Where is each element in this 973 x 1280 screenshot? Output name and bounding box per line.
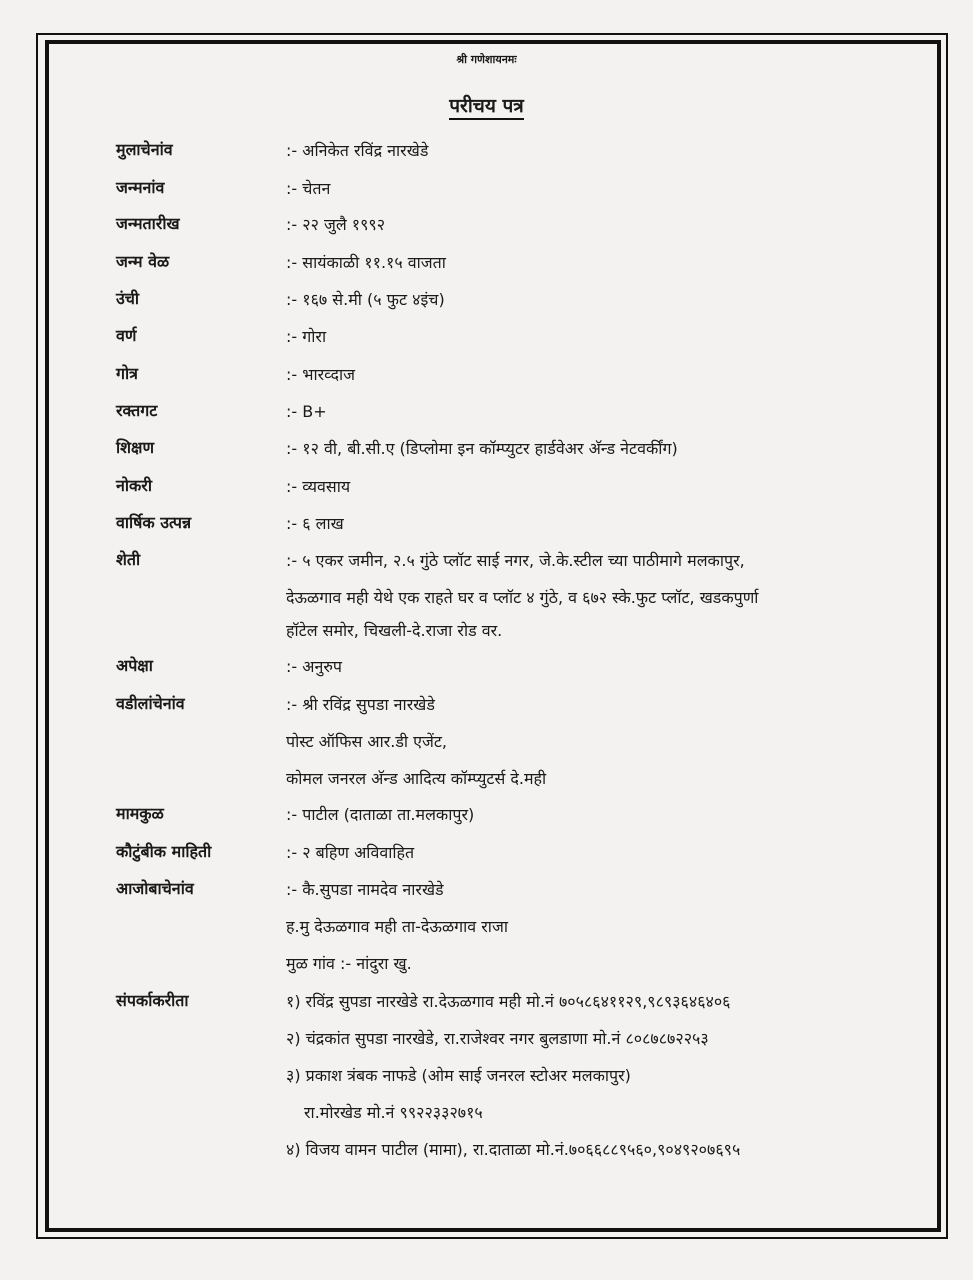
field-value-line: :- १६७ से.मी (५ फुट ४इंच): [286, 290, 445, 309]
field-label: मामकुळ: [116, 804, 164, 823]
field-value-line: १) रविंद्र सुपडा नारखेडे रा.देऊळगाव मही मो.नं ७०५८६४११२९,९८९३६४६४०६: [286, 992, 731, 1011]
field-value: [286, 654, 896, 691]
field-value: [286, 511, 896, 548]
field-value-line: कोमल जनरल अ‍ॅन्ड आदित्य कॉम्प्युटर्स दे.मही: [286, 769, 547, 788]
field-label: संपर्काकरीता: [116, 991, 189, 1010]
field-value: [286, 176, 896, 213]
field-value: [286, 436, 896, 473]
field-value-line: ३) प्रकाश त्रंबक नाफडे (ओम साई जनरल स्टोअर मलकापुर): [286, 1066, 631, 1085]
field-value: [286, 287, 896, 324]
field-label: वार्षिक उत्पन्न: [116, 513, 192, 532]
field-value: [286, 399, 896, 436]
field-value-line: :- कै.सुपडा नामदेव नारखेडे: [286, 880, 444, 899]
field-value-line: :- २ बहिण अविवाहित: [286, 843, 415, 862]
field-value-line: :- भारव्दाज: [286, 365, 355, 384]
page-title: [0, 92, 973, 118]
field-label: वर्ण: [116, 326, 137, 345]
field-label: नोकरी: [116, 476, 153, 495]
field-label: जन्मतारीख: [116, 214, 180, 233]
field-value-line: :- अनुरुप: [286, 657, 343, 676]
field-label: गोत्र: [116, 364, 138, 383]
field-label: मुलाचेनांव: [116, 140, 173, 159]
invocation-text: श्री गणेशायनमः: [456, 53, 517, 66]
field-value-line: हॉटेल समोर, चिखली-दे.राजा रोड वर.: [286, 621, 503, 640]
field-label: शिक्षण: [116, 438, 155, 457]
field-label: उंची: [116, 289, 140, 308]
field-label: कौटुंबीक माहिती: [116, 842, 212, 861]
field-value-line: रा.मोरखेड मो.नं ९९२२३३२७१५: [304, 1103, 483, 1122]
field-value-line: :- ६ लाख: [286, 514, 344, 533]
field-label: आजोबाचेनांव: [116, 879, 194, 898]
title-text: परीचय पत्र: [449, 95, 523, 120]
field-value-line: पोस्ट ऑफिस आर.डी एजेंट,: [286, 732, 447, 751]
field-value-line: :- अनिकेत रविंद्र नारखेडे: [286, 141, 429, 160]
field-value: [286, 138, 896, 175]
field-label: वडीलांचेनांव: [116, 694, 185, 713]
field-value: [286, 362, 896, 399]
field-value: [286, 877, 896, 988]
field-label: जन्मनांव: [116, 178, 165, 197]
field-value-line: :- सायंकाळी ११.१५ वाजता: [286, 253, 446, 272]
field-value-line: :- पाटील (दाताळा ता.मलकापुर): [286, 805, 475, 824]
field-value: [286, 250, 896, 287]
field-label: अपेक्षा: [116, 656, 153, 675]
field-value-line: :- २२ जुलै १९९२: [286, 215, 386, 234]
field-value-line: :- गोरा: [286, 327, 327, 346]
field-value-line: :- चेतन: [286, 179, 331, 198]
field-value: [286, 324, 896, 361]
field-value-line: :- श्री रविंद्र सुपडा नारखेडे: [286, 695, 435, 714]
field-label: जन्म वेळ: [116, 252, 170, 271]
field-label: रक्तगट: [116, 401, 158, 420]
field-label: शेती: [116, 550, 141, 569]
field-value-line: देऊळगाव मही येथे एक राहते घर व प्लॉट ४ गुंठे, व ६७२ स्के.फुट प्लॉट, खडकपुर्णा: [286, 588, 759, 607]
field-value: [286, 989, 896, 1174]
field-value-line: :- व्यवसाय: [286, 477, 351, 496]
field-value: [286, 692, 896, 803]
field-value-line: २) चंद्रकांत सुपडा नारखेडे, रा.राजेश्वर नगर बुलडाणा मो.नं ८०८७८७२२५३: [286, 1029, 709, 1048]
field-value-line: :- ५ एकर जमीन, २.५ गुंठे प्लॉट साई नगर, जे.के.स्टील च्या पाठीमागे मलकापुर,: [286, 551, 745, 570]
field-value: [286, 840, 896, 877]
field-value-line: :- १२ वी, बी.सी.ए (डिप्लोमा इन कॉम्प्युटर हार्डवेअर अ‍ॅन्ड नेटवर्कींग): [286, 439, 678, 458]
field-value: [286, 802, 896, 839]
field-value-line: ४) विजय वामन पाटील (मामा), रा.दाताळा मो.नं.७०६६८८९५६०,९०४९२०७६९५: [286, 1140, 741, 1159]
field-value: [286, 474, 896, 511]
field-value-line: मुळ गांव :- नांदुरा खु.: [286, 954, 412, 973]
field-value-line: :- B+: [286, 402, 327, 421]
field-value: [286, 548, 896, 651]
field-value-line: ह.मु देऊळगाव मही ता-देऊळगाव राजा: [286, 917, 508, 936]
field-value: [286, 212, 896, 249]
